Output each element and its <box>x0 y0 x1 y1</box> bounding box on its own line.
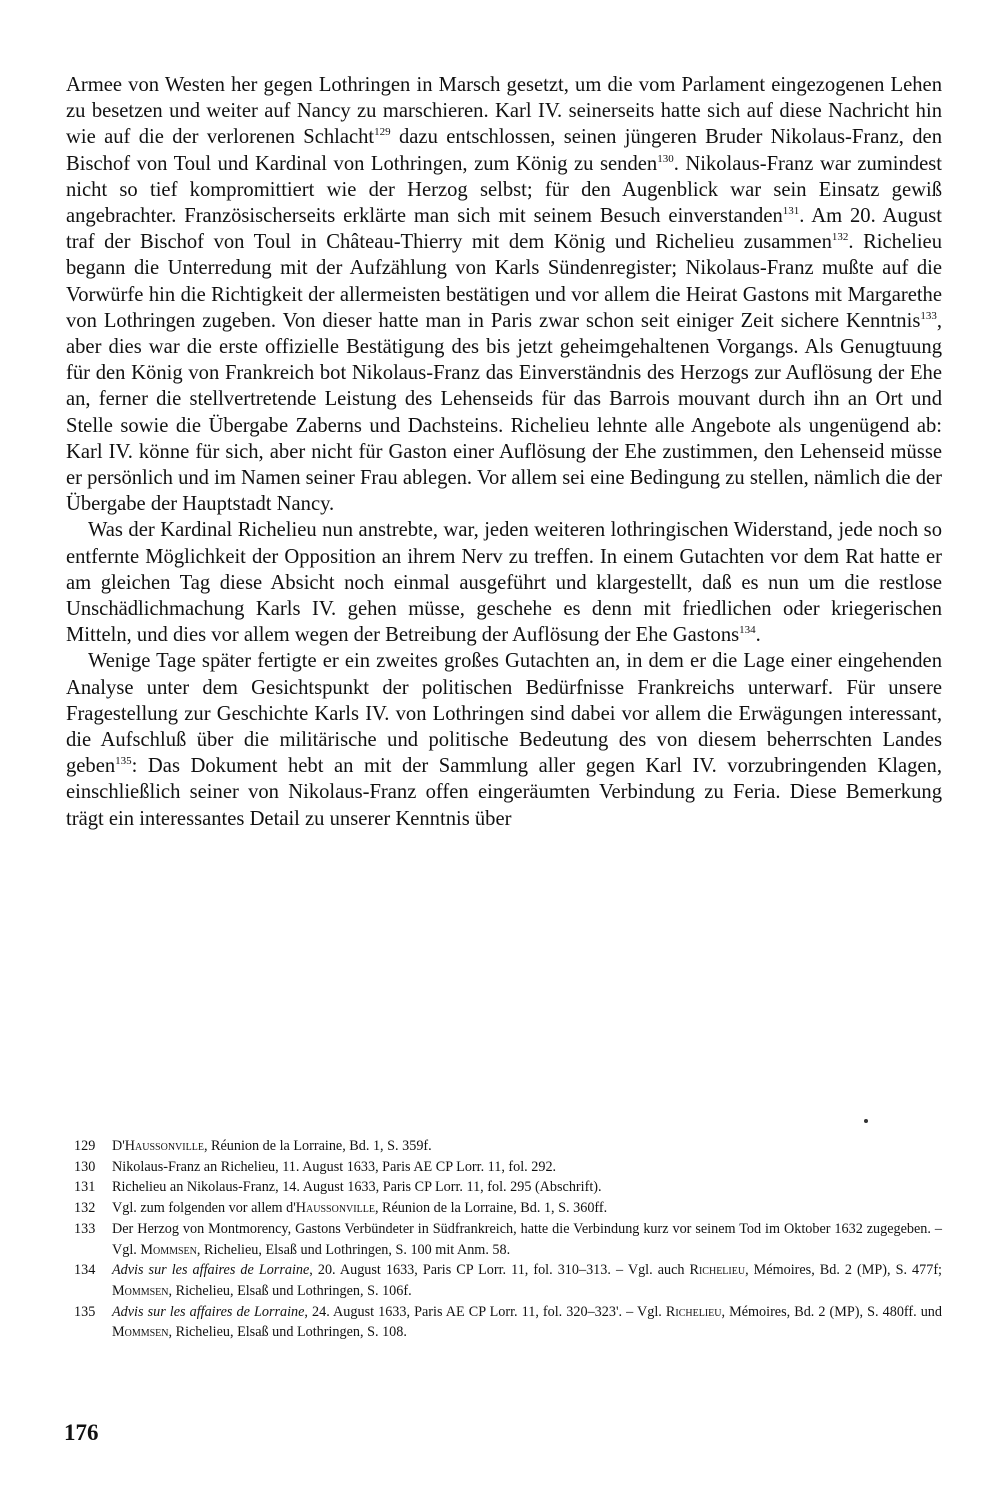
footnote-ref-132: 132 <box>831 231 849 244</box>
footnote-130: 130 Nikolaus-Franz an Richelieu, 11. August 1633, Paris AE CP Lorr. 11, fol. 292. <box>74 1158 557 1175</box>
footnote-ref-134: 134 <box>739 624 756 637</box>
paragraph-1: Armee von Westen her gegen Lothringen in Marsch gesetzt, um die vom Parlament eingezogenen Lehen zu besetzen und weiter auf Nancy zu marschieren. Karl IV. seinerseits hatte sich auf diese Nachricht hin wie auf die der verlorenen Schlacht$^{129}$ dazu entschlossen, seinen jüngeren Bruder Nikolaus-Franz, den Bischof von Toul und Kardinal von Lothringen, zum König zu senden$^{130}$. Nikolaus-Franz war zumindest nicht so tief kompromittiert wie der Herzog selbst; für den Augenblick war sein Einsatz gewiß angebrachter. Französischerseits erklärte man sich mit seinem Besuch einverstanden$^{131}$. Am 20. August traf der Bischof von Toul in Château-Thierry mit dem König und Richelieu zusammen$^{132}$. Richelieu begann die Unterredung mit der Aufzählung von Karls Sündenregister; Nikolaus-Franz mußte auf die Vorwürfe hin die Richtigkeit der allermeisten bestätigen und vor allem die Heirat Gastons mit Margarethe von Lothringen zugeben. Von dieser hatte man in Paris zwar schon seit einiger Zeit sichere Kenntnis$^{133}$, aber dies war die erste offizielle Bestätigung des bis jetzt geheimgehaltenen Vorgangs. Als Genugtuung für den König von Frankreich bot Nikolaus-Franz das Einverständnis des Herzogs zur Auflösung der Ehe an, ferner die stellvertretende Leistung des Lehenseids für das Barrois mouvant durch ihn an Ort und Stelle sowie die Übergabe Zaberns und Dachsteins. Richelieu lehnte alle Angebote als ungenügend ab: Karl IV. könne für sich, aber nicht für Gaston einer Auflösung der Ehe zustimmen, den Lehenseid müsse er persönlich und im Namen seiner Frau ablegen. Vor allem sei eine Bedingung zu stellen, nämlich die der Übergabe der Hauptstadt Nancy. <box>66 74 942 516</box>
footnote-ref-129: 129 <box>374 126 391 139</box>
footnote-ref-130: 130 <box>657 152 674 165</box>
footnotes <box>74 1136 942 1343</box>
footnote-131: 131 Richelieu an Nikolaus-Franz, 14. August 1633, Paris CP Lorr. 11, fol. 295 (Abschrift). <box>74 1179 602 1196</box>
paragraph-2: Was der Kardinal Richelieu nun anstrebte, war, jeden weiteren lothringischen Widerstand, jede noch so entfernte Möglichkeit der Opposition an ihrem Nerv zu treffen. In einem Gutachten vor dem Rat hatte er am gleichen Tag diese Absicht noch einmal ausgeführt und klargestellt, daß es nun um die restlose Unschädlichmachung Karls IV. gehen müsse, geschehe es denn mit friedlichen oder kriegerischen Mitteln, und dies vor allem wegen der Betreibung der Auflösung der Ehe Gastons$^{134}$. <box>66 519 942 647</box>
footnote-ref-135: 135 <box>115 755 132 768</box>
footnote-135: 135 Advis sur les affaires de Lorraine, 24. August 1633, Paris AE CP Lorr. 11, fol. 320–323'. – Vgl. Richelieu, Mémoires, Bd. 2 (MP), S. 480ff. und Mommsen, Richelieu, Elsaß und Lothringen, S. 108. <box>74 1303 942 1341</box>
footnote-ref-133: 133 <box>920 309 937 322</box>
stray-mark <box>864 1119 868 1123</box>
footnote-ref-131: 131 <box>782 205 800 218</box>
footnote-134: 134 Advis sur les affaires de Lorraine, 20. August 1633, Paris CP Lorr. 11, fol. 310–313. – Vgl. auch Richelieu, Mémoires, Bd. 2 (MP), S. 477f; Mommsen, Richelieu, Elsaß und Lothringen, S. 106f. <box>74 1262 943 1299</box>
page-number: 176 <box>64 1420 99 1445</box>
paragraph-3: Wenige Tage später fertigte er ein zweites großes Gutachten an, in dem er die Lage einer eingehenden Analyse unter dem Gesichtspunkt der politischen Bedürfnisse Frankreichs unterwarf. Für unsere Fragestellung zur Geschichte Karls IV. von Lothringen sind dabei vor allem die Erwägungen interessant, die Aufschluß über die militärische und politische Bedeutung des von diesem beherrschten Landes geben$^{135}$: Das Dokument hebt an mit der Sammlung aller gegen Karl IV. vorzubringenden Klagen, einschließlich seiner von Nikolaus-Franz offen eingeräumten Verbindung zu Feria. Diese Bemerkung trägt ein interessantes Detail zu unserer Kenntnis über <box>66 650 942 830</box>
footnote-132: 132 Vgl. zum folgenden vor allem d'Haussonville, Réunion de la Lorraine, Bd. 1, S. 360ff. <box>74 1200 608 1217</box>
footnote-133: 133 Der Herzog von Montmorency, Gastons Verbündeter in Südfrankreich, hatte die Verbindung kurz vor seinem Tod im Oktober 1632 zugegeben. – Vgl. Mommsen, Richelieu, Elsaß und Lothringen, S. 100 mit Anm. 58. <box>74 1220 942 1258</box>
main-text <box>66 72 942 832</box>
footnote-129: 129 D'Haussonville, Réunion de la Lorraine, Bd. 1, S. 359f. <box>74 1138 432 1154</box>
